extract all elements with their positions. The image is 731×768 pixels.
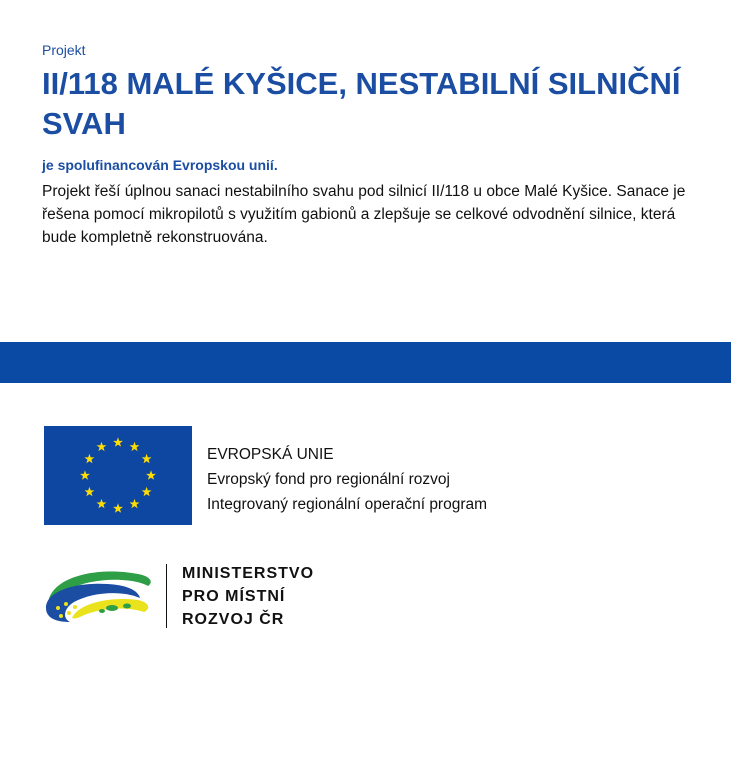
logo-divider <box>166 564 167 628</box>
eu-flag-icon <box>44 426 192 525</box>
ministry-line-3: ROZVOJ ČR <box>182 611 285 628</box>
ministry-line-2: PRO MÍSTNÍ <box>182 588 286 605</box>
project-label: Projekt <box>42 42 86 58</box>
eu-union-label: EVROPSKÁ UNIE <box>207 446 334 463</box>
eu-program-text <box>207 442 487 517</box>
project-description: Projekt řeší úplnou sanaci nestabilního svahu pod silnicí II/118 u obce Malé Kyšice. Sanace je řešena pomocí mikropilotů s využitím gabionů a zlepšuje se celkové odvodnění silnice, která bude kompletně rekonstruována. <box>42 183 686 246</box>
ministry-name <box>182 562 314 631</box>
project-title: II/118 MALÉ KYŠICE, NESTABILNÍ SILNIČNÍ SVAH <box>42 66 681 141</box>
eu-program-label: Integrovaný regionální operační program <box>207 496 488 513</box>
ministry-line-1: MINISTERSTVO <box>182 565 315 582</box>
mmr-logo-icon <box>42 560 157 630</box>
blue-band <box>0 342 731 383</box>
eu-fund-label: Evropský fond pro regionální rozvoj <box>207 471 450 488</box>
cofinancing-statement: je spolufinancován Evropskou unií. <box>42 157 278 173</box>
